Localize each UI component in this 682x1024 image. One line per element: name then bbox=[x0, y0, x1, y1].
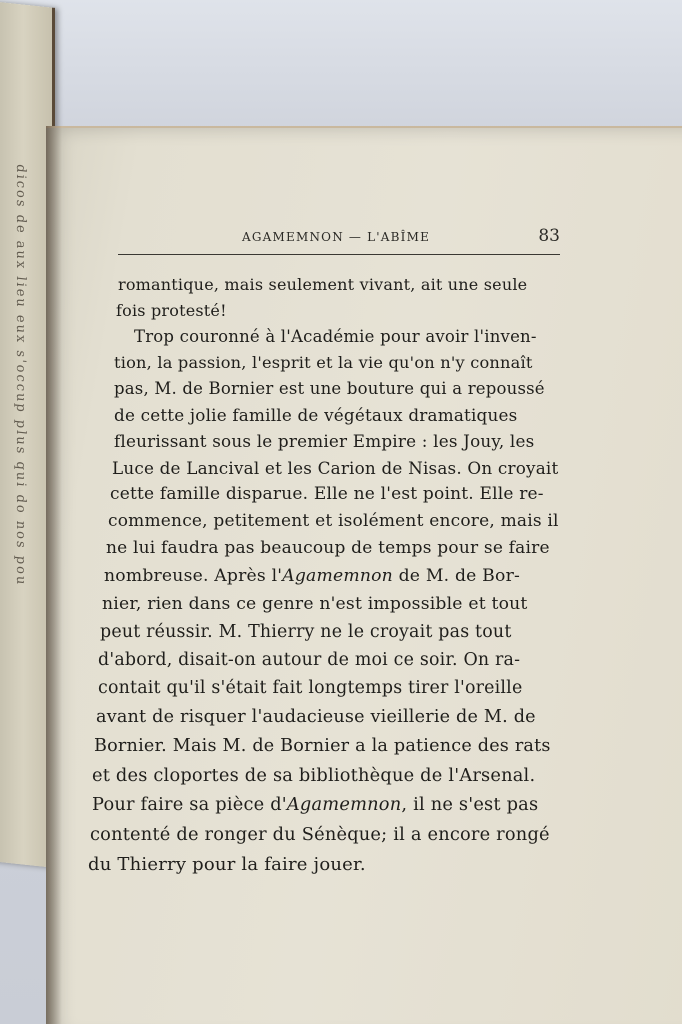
page-number: 83 bbox=[538, 226, 560, 246]
text-line-5: pas, M. de Bornier est une bouture qui a repoussé bbox=[114, 379, 545, 398]
header-rule bbox=[118, 254, 560, 255]
text-line-20-a: Pour faire sa pièce d' bbox=[92, 794, 287, 815]
text-line-10: commence, petitement et isolément encore, mais il bbox=[108, 511, 559, 531]
italic-title-agamemnon: Agamemnon bbox=[282, 566, 393, 586]
text-line-6: de cette jolie famille de végétaux dramatiques bbox=[114, 405, 518, 425]
text-line-2: fois protesté! bbox=[116, 301, 227, 320]
text-line-4: tion, la passion, l'esprit et la vie qu'on n'y connaît bbox=[114, 353, 533, 372]
text-line-7: fleurissant sous le premier Empire : les Jouy, les bbox=[114, 431, 535, 451]
text-line-18: Bornier. Mais M. de Bornier a la patience des rats bbox=[94, 736, 551, 756]
text-line-16: contait qu'il s'était fait longtemps tirer l'oreille bbox=[98, 678, 523, 698]
text-line-15: d'abord, disait-on autour de moi ce soir. On ra- bbox=[98, 650, 521, 670]
text-line-13: nier, rien dans ce genre n'est impossible et tout bbox=[102, 594, 528, 614]
text-line-1: romantique, mais seulement vivant, ait une seule bbox=[118, 275, 528, 294]
italic-title-agamemnon-2: Agamemnon bbox=[286, 794, 402, 815]
text-line-20-b: , il ne s'est pas bbox=[401, 794, 539, 815]
text-line-20 bbox=[92, 794, 538, 815]
text-line-12-b: de M. de Bor- bbox=[392, 566, 520, 586]
text-line-8: Luce de Lancival et les Carion de Nisas. On croyait bbox=[112, 458, 559, 478]
text-line-19: et des cloportes de sa bibliothèque de l'Arsenal. bbox=[92, 765, 536, 786]
facing-page-text: dicos de aux lieu eux s'occup plus qui do nos pou bbox=[13, 163, 28, 588]
text-line-12 bbox=[104, 566, 520, 586]
text-line-17: avant de risquer l'audacieuse vieillerie de M. de bbox=[96, 707, 536, 727]
spine-shadow bbox=[46, 126, 62, 1024]
background-wall bbox=[0, 0, 682, 140]
text-line-22: du Thierry pour la faire jouer. bbox=[88, 854, 366, 875]
running-title: AGAMEMNON — L'ABÎME bbox=[242, 230, 431, 244]
text-line-9: cette famille disparue. Elle ne l'est point. Elle re- bbox=[110, 484, 544, 504]
running-header bbox=[118, 226, 560, 256]
text-line-3: Trop couronné à l'Académie pour avoir l'inven- bbox=[134, 327, 537, 346]
text-line-14: peut réussir. M. Thierry ne le croyait pas tout bbox=[100, 622, 512, 642]
text-line-12-a: nombreuse. Après l' bbox=[104, 566, 283, 586]
text-line-11: ne lui faudra pas beaucoup de temps pour se faire bbox=[106, 538, 550, 558]
text-line-21: contenté de ronger du Sénèque; il a encore rongé bbox=[90, 824, 550, 845]
